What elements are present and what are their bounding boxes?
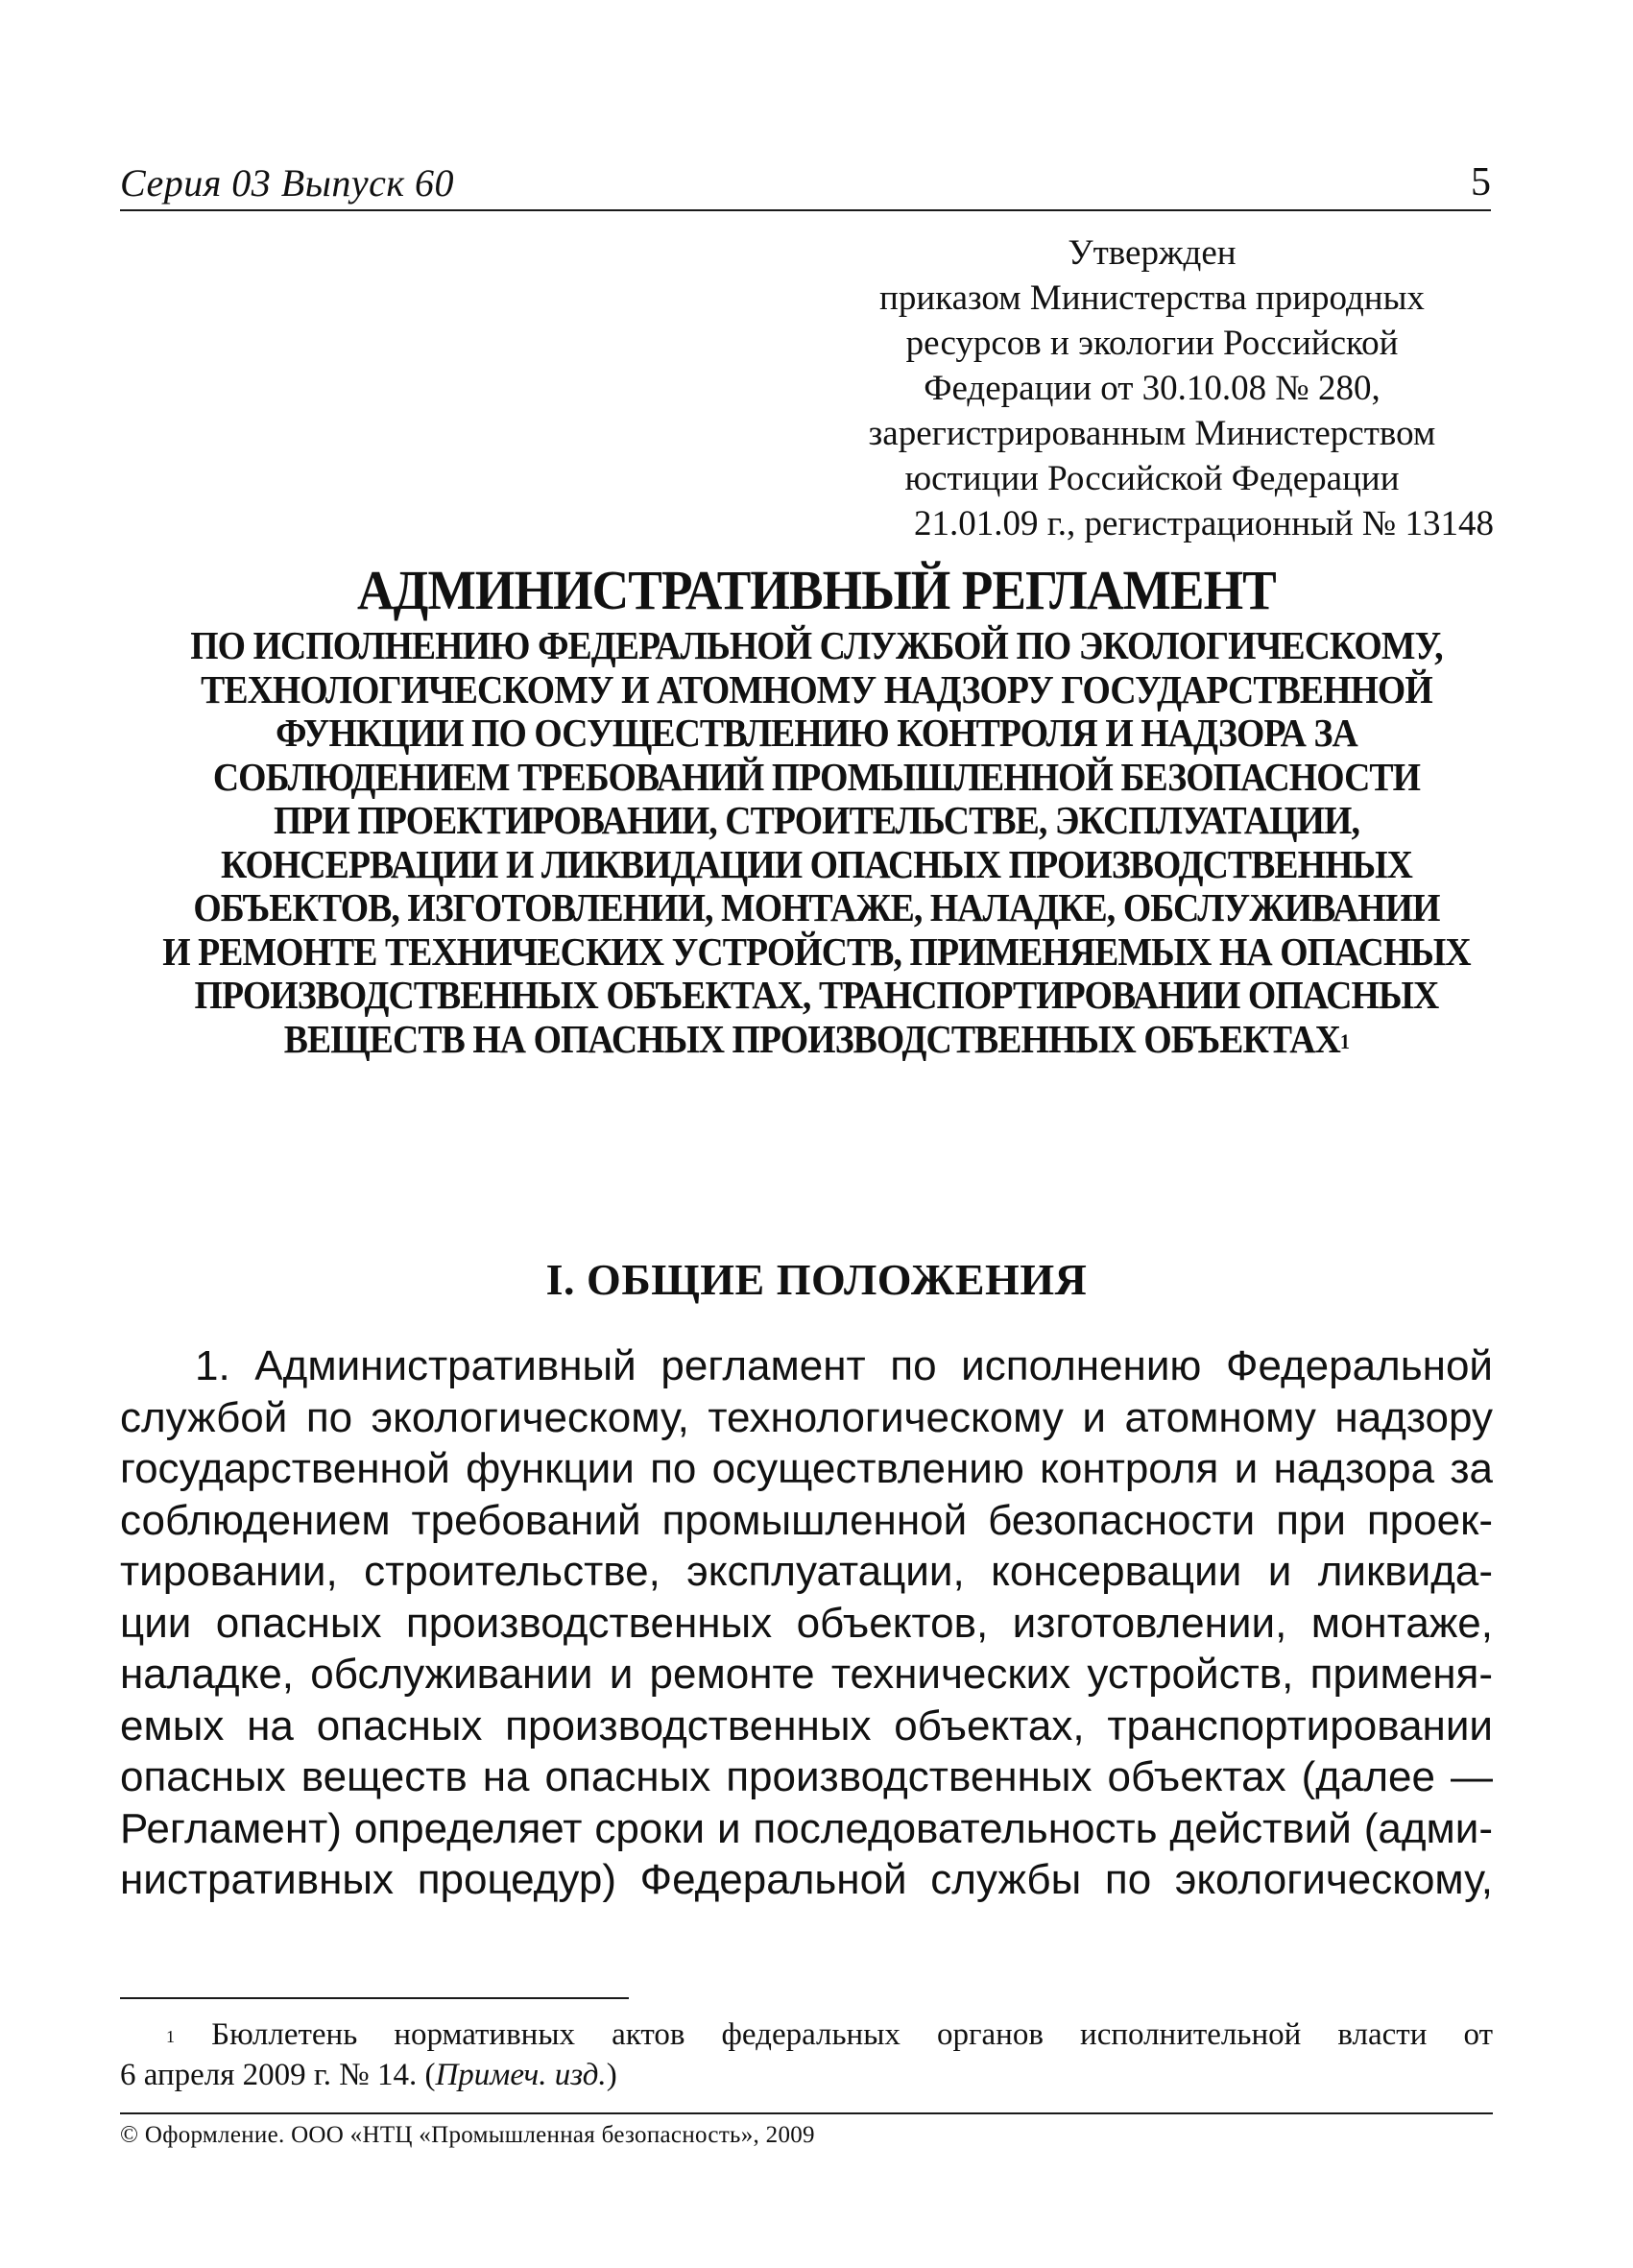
footnote-text: ) — [606, 2058, 617, 2092]
running-header — [120, 154, 1491, 211]
subtitle-line: И РЕМОНТЕ ТЕХНИЧЕСКИХ УСТРОЙСТВ, ПРИМЕНЯЕМЫХ НА ОПАСНЫХ — [162, 929, 1471, 974]
copyright-divider — [120, 2112, 1493, 2114]
approval-line: зарегистрированным Министерством — [868, 414, 1436, 453]
body-line: тировании, строительстве, эксплуатации, консервации и ликвида- — [120, 1548, 1493, 1595]
body-line: опасных веществ на опасных производственных объектах (далее — — [120, 1753, 1493, 1800]
body-line: наладке, обслуживании и ремонте технических устройств, применя- — [120, 1651, 1493, 1698]
subtitle-line: ТЕХНОЛОГИЧЕСКОМУ И АТОМНОМУ НАДЗОРУ ГОСУДАРСТВЕННОЙ — [201, 666, 1432, 712]
subtitle-line: ФУНКЦИИ ПО ОСУЩЕСТВЛЕНИЮ КОНТРОЛЯ И НАДЗОРА ЗА — [276, 711, 1357, 755]
footnote-line — [120, 2055, 1493, 2095]
approval-block — [787, 230, 1517, 546]
subtitle-line: ОБЪЕКТОВ, ИЗГОТОВЛЕНИИ, МОНТАЖЕ, НАЛАДКЕ, ОБСЛУЖИВАНИИ — [193, 885, 1440, 929]
approval-line: 21.01.09 г., регистрационный № 13148 — [913, 504, 1494, 543]
approval-line: ресурсов и экологии Российской — [905, 324, 1399, 363]
approval-line: юстиции Российской Федерации — [904, 459, 1400, 498]
page-number: 5 — [1471, 160, 1491, 205]
paragraph-1 — [120, 1340, 1493, 1906]
document-title: АДМИНИСТРАТИВНЫЙ РЕГЛАМЕНТ — [357, 559, 1276, 621]
approval-line: Утвержден — [1068, 233, 1237, 273]
subtitle-line: ПРОИЗВОДСТВЕННЫХ ОБЪЕКТАХ, ТРАНСПОРТИРОВАНИИ ОПАСНЫХ — [194, 973, 1439, 1017]
footnote-text: 6 апреля 2009 г. № 14. ( — [120, 2058, 436, 2092]
body-line: Регламент) определяет сроки и последовательность действий (адми- — [120, 1804, 1493, 1852]
subtitle-line-text: ВЕЩЕСТВ НА ОПАСНЫХ ПРОИЗВОДСТВЕННЫХ ОБЪЕКТАХ — [283, 1016, 1340, 1061]
copyright-notice: © Оформление. ООО «НТЦ «Промышленная безопасность», 2009 — [120, 2122, 815, 2148]
footnote-line — [120, 2015, 1493, 2055]
section-heading: I. ОБЩИЕ ПОЛОЖЕНИЯ — [545, 1255, 1088, 1304]
approval-line: Федерации от 30.10.08 № 280, — [924, 369, 1381, 408]
body-line: соблюдением требований промышленной безопасности при проек- — [120, 1496, 1493, 1544]
footnote-text: Бюллетень нормативных актов федеральных органов исполнительной власти от — [211, 2017, 1493, 2052]
document-subtitle — [0, 624, 1633, 1061]
body-line: государственной функции по осуществлению контроля и надзора за — [120, 1445, 1493, 1492]
subtitle-line: СОБЛЮДЕНИЕМ ТРЕБОВАНИЙ ПРОМЫШЛЕННОЙ БЕЗОПАСНОСТИ — [212, 754, 1421, 799]
subtitle-line: КОНСЕРВАЦИИ И ЛИКВИДАЦИИ ОПАСНЫХ ПРОИЗВОДСТВЕННЫХ — [220, 841, 1412, 886]
body-line: ции опасных производственных объектов, изготовлении, монтаже, — [120, 1599, 1493, 1647]
body-line: нистративных процедур) Федеральной службы по экологическому, — [120, 1856, 1493, 1903]
footnote-mark: 1 — [166, 2027, 175, 2046]
series-label: Серия 03 Выпуск 60 — [120, 161, 455, 205]
approval-line: приказом Министерства природных — [879, 278, 1425, 318]
body-line: емых на опасных производственных объектах, транспортировании — [120, 1701, 1493, 1749]
footnote — [120, 2015, 1493, 2095]
footnote-reference[interactable]: 1 — [1339, 1028, 1350, 1053]
body-line: службой по экологическому, технологическому и атомному надзору — [120, 1393, 1493, 1441]
subtitle-line: ПО ИСПОЛНЕНИЮ ФЕДЕРАЛЬНОЙ СЛУЖБОЙ ПО ЭКОЛОГИЧЕСКОМУ, — [190, 623, 1443, 667]
subtitle-line: ПРИ ПРОЕКТИРОВАНИИ, СТРОИТЕЛЬСТВЕ, ЭКСПЛУАТАЦИИ, — [273, 798, 1359, 842]
body-line: 1. Административный регламент по исполнению Федеральной — [195, 1342, 1493, 1389]
footnote-editor-note: Примеч. изд. — [435, 2058, 607, 2092]
footnote-divider — [120, 1997, 629, 1999]
subtitle-line — [65, 1018, 1568, 1062]
